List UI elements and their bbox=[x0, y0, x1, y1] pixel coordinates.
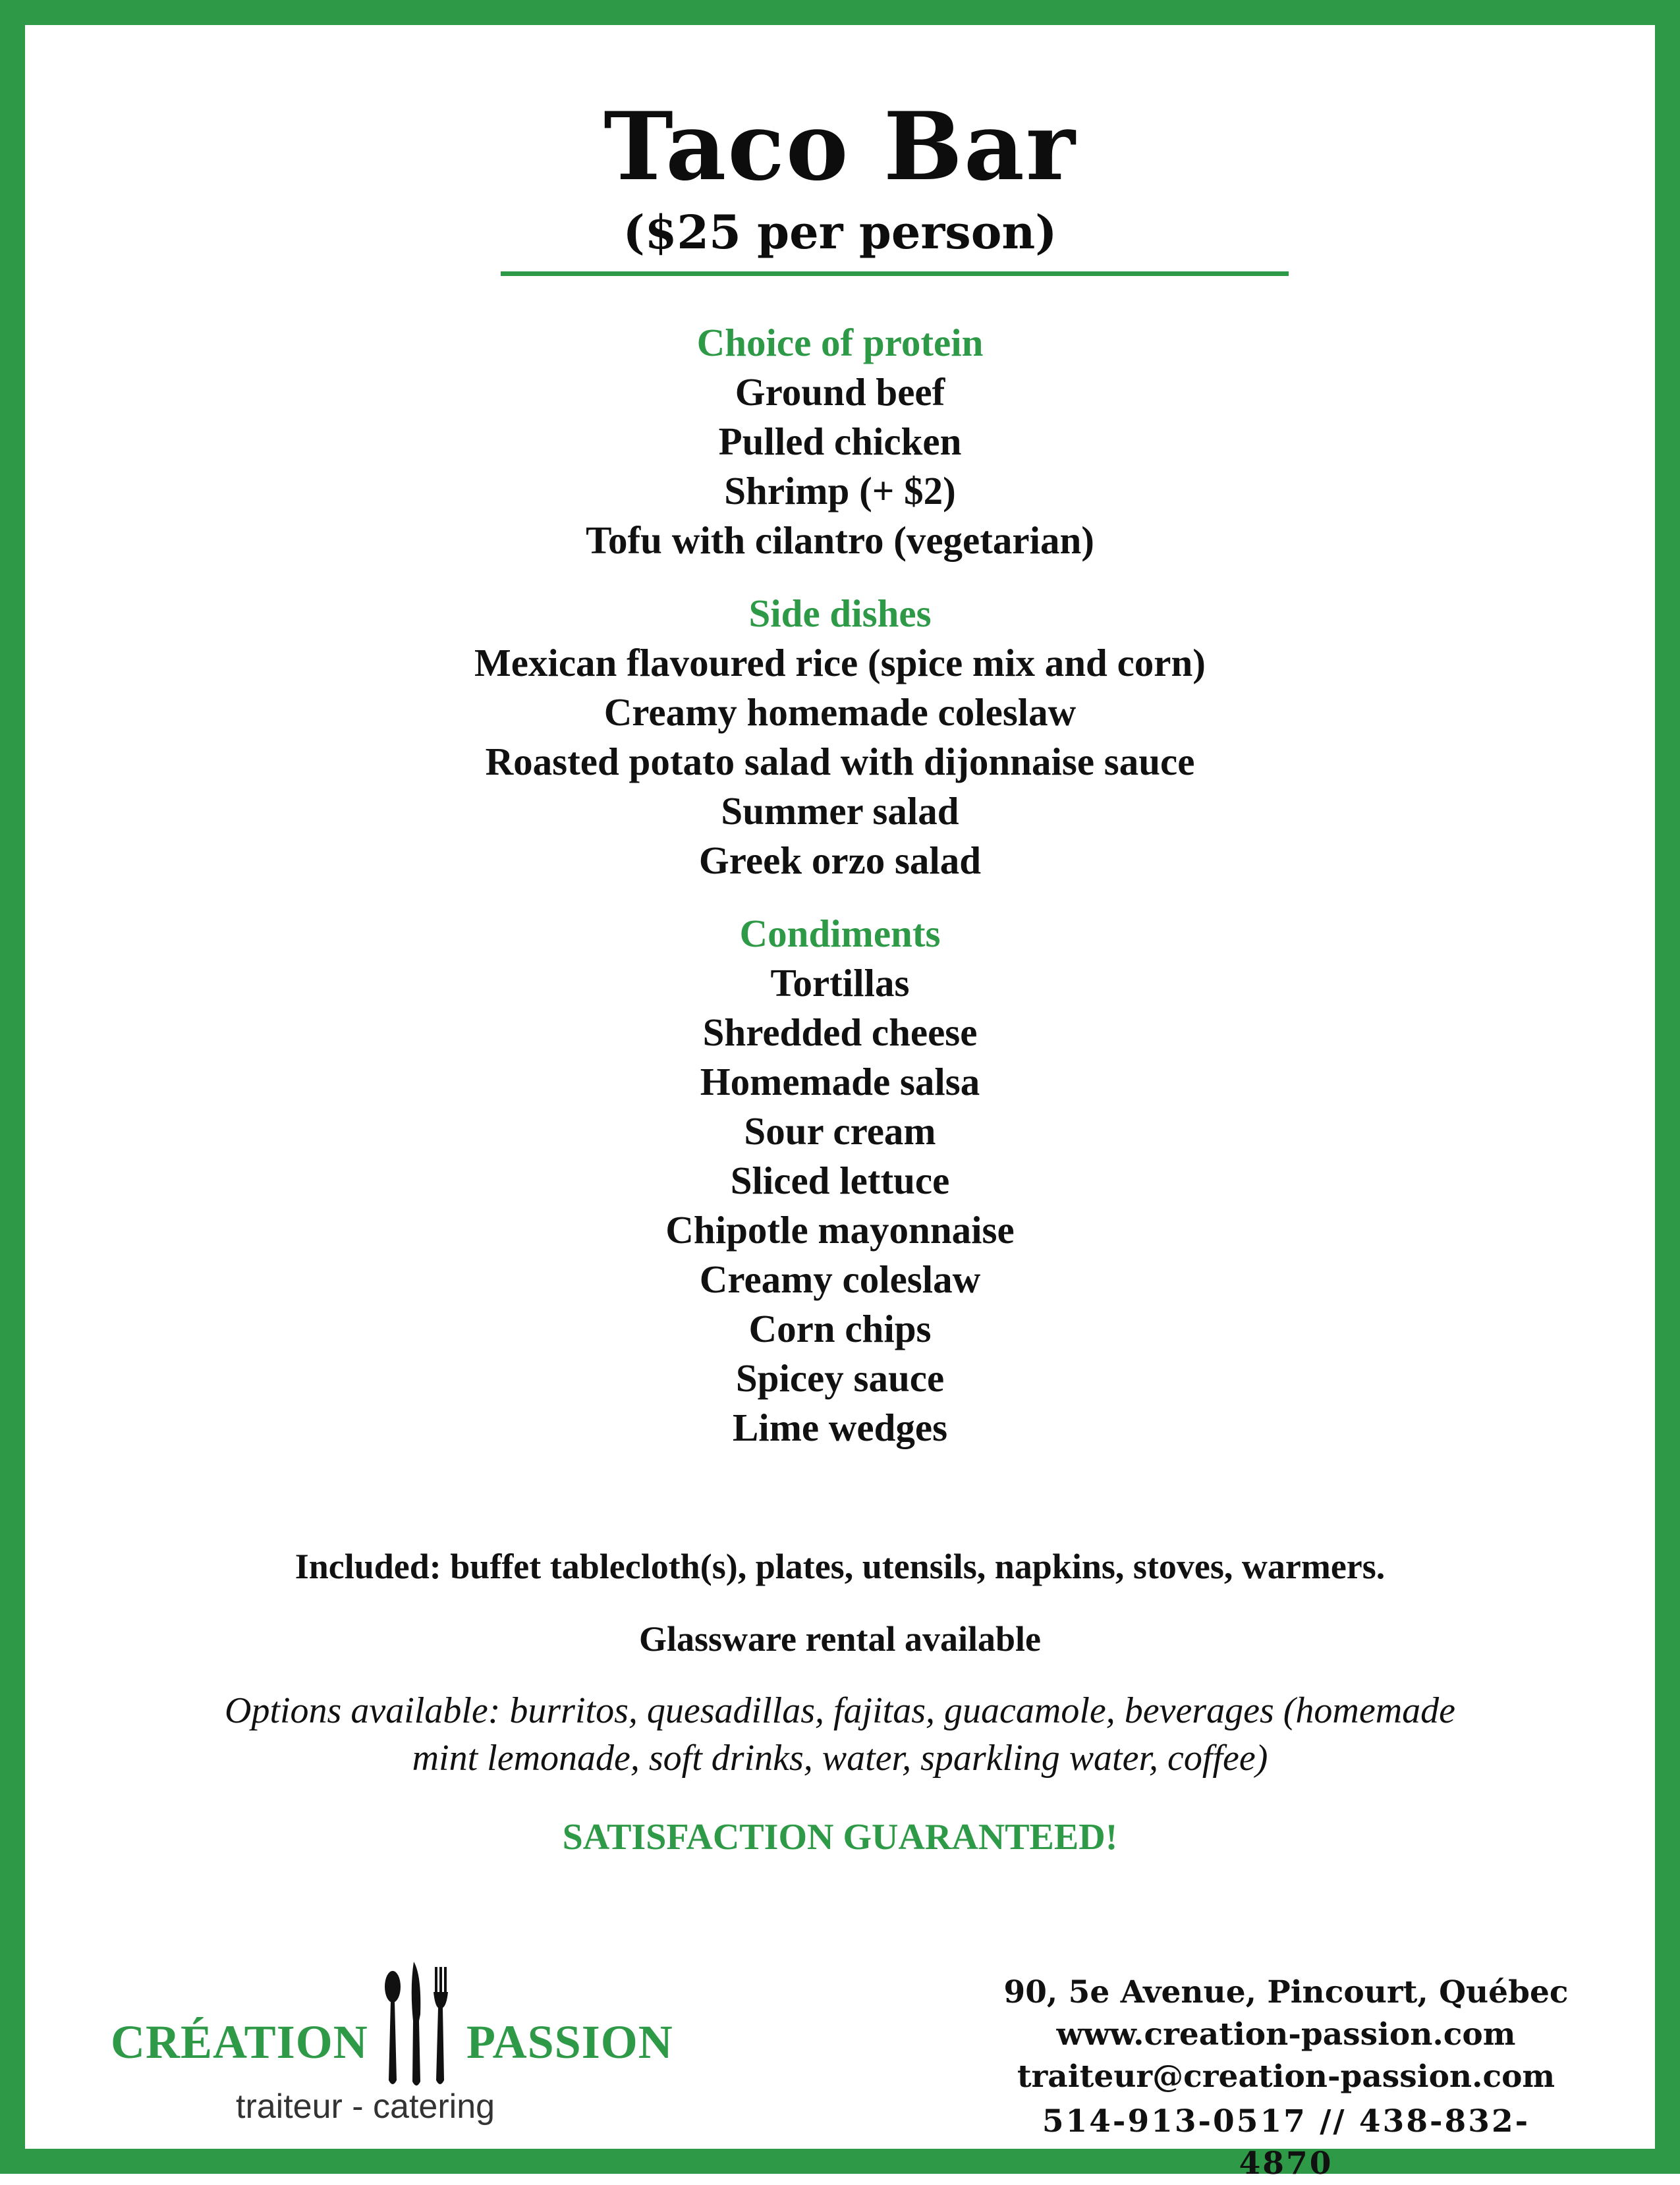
section-side-dishes bbox=[25, 589, 1655, 885]
menu-item: Sour cream bbox=[744, 1109, 936, 1153]
menu-item: Tofu with cilantro (vegetarian) bbox=[586, 518, 1094, 562]
menu-item: Ground beef bbox=[735, 370, 945, 414]
menu-title: Taco Bar bbox=[603, 92, 1077, 202]
title-divider bbox=[501, 271, 1289, 276]
menu-item: Shredded cheese bbox=[702, 1010, 978, 1054]
menu-price: ($25 per person) bbox=[623, 205, 1057, 260]
section-condiments bbox=[25, 909, 1655, 1452]
menu-item: Homemade salsa bbox=[700, 1060, 980, 1103]
menu-item: Summer salad bbox=[721, 789, 959, 833]
menu-item: Chipotle mayonnaise bbox=[665, 1208, 1015, 1252]
contact-block bbox=[1003, 1972, 1569, 2185]
contact-phones: 514-913-0517 // 438-832-4870 bbox=[1042, 2103, 1530, 2182]
options-note: Options available: burritos, quesadillas, fajitas, guacamole, beverages (homemade mint lemonade, soft drinks, water, sparkling water, coffee) bbox=[225, 1690, 1455, 1779]
section-protein bbox=[25, 318, 1655, 565]
logo-subtitle: traiteur - catering bbox=[236, 2088, 495, 2126]
contact-address: 90, 5e Avenue, Pincourt, Québec bbox=[1003, 1974, 1569, 2010]
menu-sections bbox=[25, 318, 1655, 1476]
menu-item: Shrimp (+ $2) bbox=[724, 469, 956, 512]
menu-item: Corn chips bbox=[748, 1307, 932, 1350]
menu-item: Mexican flavoured rice (spice mix and corn) bbox=[474, 641, 1206, 684]
section-title: Side dishes bbox=[748, 592, 932, 635]
menu-item: Creamy homemade coleslaw bbox=[603, 690, 1077, 734]
section-title: Choice of protein bbox=[696, 321, 984, 364]
menu-item: Tortillas bbox=[770, 961, 910, 1005]
menu-item: Creamy coleslaw bbox=[699, 1258, 981, 1301]
company-logo bbox=[111, 1955, 690, 2126]
contact-website: www.creation-passion.com bbox=[1056, 2016, 1516, 2053]
section-title: Condiments bbox=[739, 912, 941, 955]
contact-email: traiteur@creation-passion.com bbox=[1017, 2059, 1555, 2095]
logo-word-right: PASSION bbox=[466, 2016, 673, 2068]
included-note: Included: buffet tablecloth(s), plates, utensils, napkins, stoves, warmers. bbox=[294, 1547, 1386, 1586]
logo-word-left: CRÉATION bbox=[111, 2016, 368, 2068]
menu-header bbox=[25, 91, 1655, 262]
guarantee-banner: SATISFACTION GUARANTEED! bbox=[562, 1817, 1118, 1858]
menu-notes bbox=[25, 1543, 1655, 1861]
menu-item: Lime wedges bbox=[732, 1406, 948, 1449]
glassware-note: Glassware rental available bbox=[639, 1619, 1041, 1659]
menu-item: Pulled chicken bbox=[718, 420, 962, 463]
menu-item: Greek orzo salad bbox=[698, 839, 982, 882]
cutlery-icon bbox=[381, 1955, 453, 2093]
menu-item: Roasted potato salad with dijonnaise sauce bbox=[485, 740, 1195, 783]
menu-item: Spicey sauce bbox=[735, 1356, 945, 1400]
menu-item: Sliced lettuce bbox=[730, 1159, 950, 1202]
